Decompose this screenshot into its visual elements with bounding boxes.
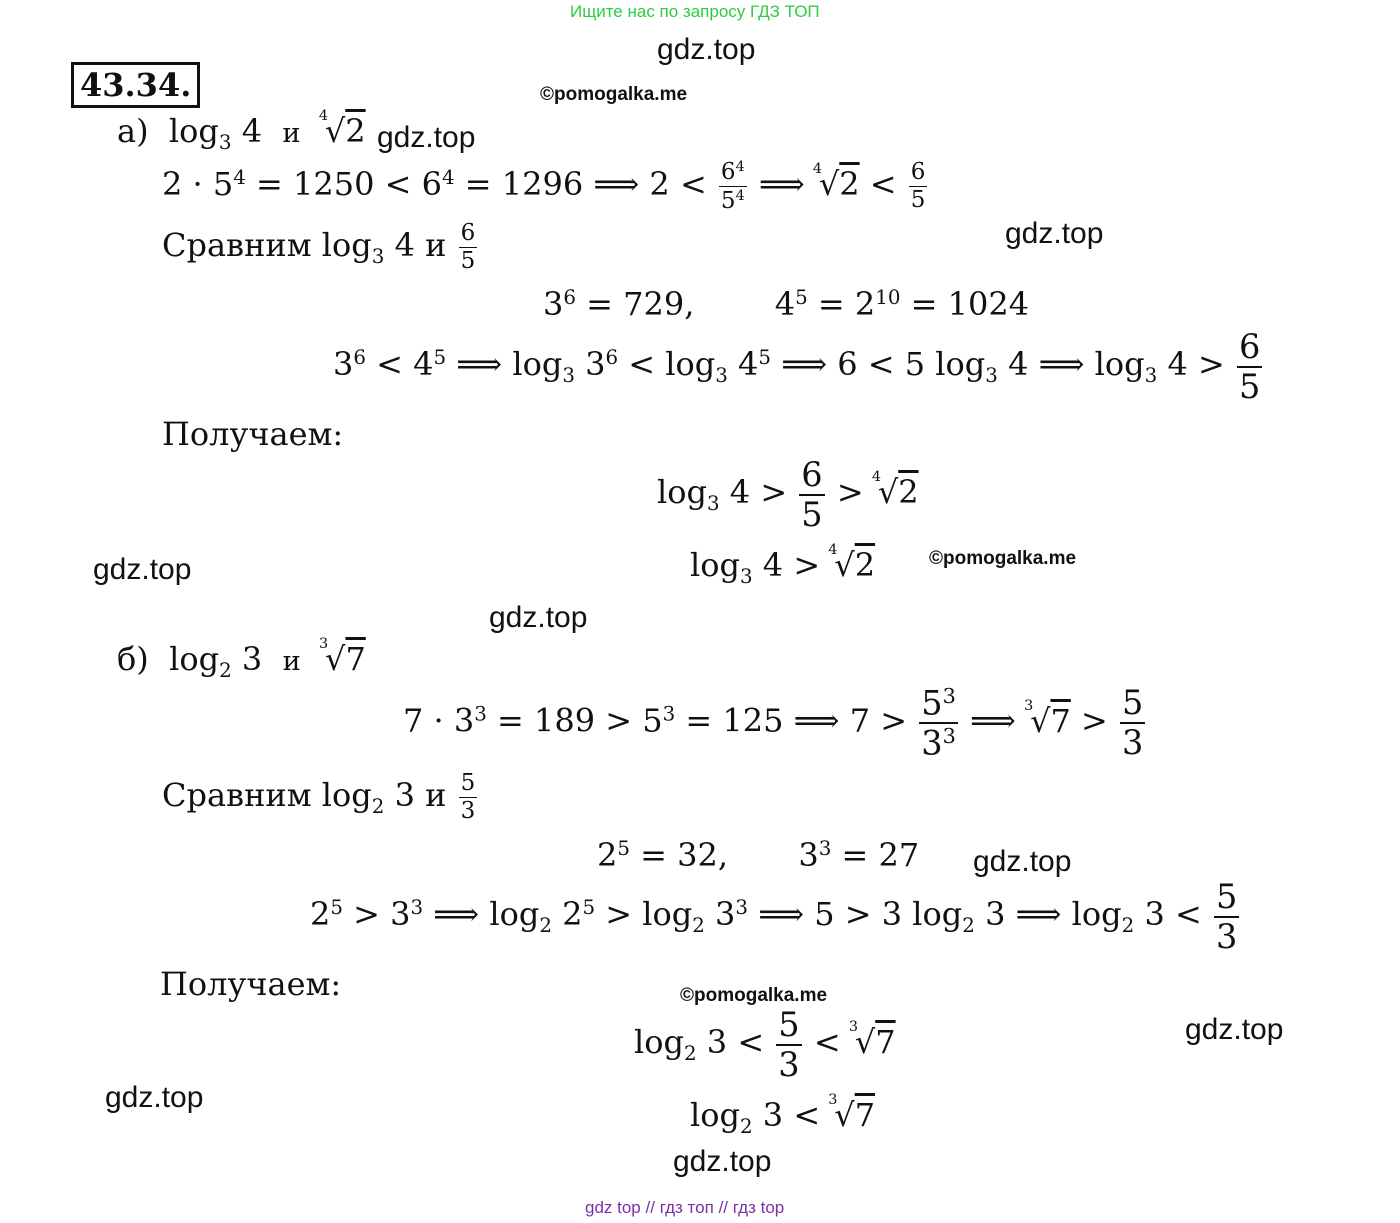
part-a-powers: $3^6 = 729$, $4^5 = 2^{10} = 1024$: [543, 285, 1030, 323]
part-b-compare: Сравним $\log_2 3$ и $\frac{5}{3}$: [162, 770, 476, 825]
watermark-gdz: gdz.top: [673, 1145, 772, 1178]
watermark-gdz: gdz.top: [1185, 1013, 1284, 1046]
part-b-line1: $7 \cdot 3^3 = 189 > 5^3 = 125$ ⟹ 7 > $\frac{5^3}{3^3}$ ⟹ 3 √7 > $\frac{5}{3}$: [403, 683, 1144, 763]
problem-number: 43.34.: [71, 62, 200, 108]
watermark-gdz: gdz.top: [377, 121, 476, 154]
part-a-compare: Сравним $\log_3 4$ и $\frac{6}{5}$: [162, 220, 476, 275]
watermark-pomogalka: ©pomogalka.me: [929, 548, 1077, 569]
part-a-label: а): [117, 112, 149, 150]
watermark-gdz: gdz.top: [105, 1081, 204, 1114]
footer: gdz top // гдз топ // гдз top: [585, 1198, 785, 1217]
footer-link-gdz-top-ru[interactable]: гдз топ: [659, 1198, 714, 1217]
watermark-gdz: gdz.top: [973, 845, 1072, 878]
part-b-result-word: Получаем:: [160, 965, 342, 1003]
part-b-result2: $\log_2 3$ < 3 √7: [690, 1092, 876, 1138]
part-b-chain: $2^5 > 3^3$ ⟹ $\log_2 2^5 > \log_2 3^3$ ⟹ 5 > 3 $\log_2 3$ ⟹ $\log_2 3$ < $\frac{5}{3}$: [310, 877, 1238, 956]
part-b-result1: $\log_2 3$ < $\frac{5}{3}$ < 3 √7: [634, 1005, 896, 1084]
watermark-gdz: gdz.top: [1005, 217, 1104, 250]
watermark-gdz: gdz.top: [657, 33, 756, 66]
part-a-line1: $2 \cdot 5^4 = 1250 < 6^4 = 1296$ ⟹ 2 < $\frac{6^4}{5^4}$ ⟹ 4 √2 < $\frac{6}{5}$: [162, 158, 926, 214]
watermark-gdz: gdz.top: [489, 601, 588, 634]
footer-link-gdz-top[interactable]: gdz top: [585, 1198, 641, 1217]
watermark-pomogalka: ©pomogalka.me: [680, 985, 828, 1006]
top-banner: Ищите нас по запросу ГДЗ ТОП: [570, 2, 820, 21]
part-a-task: а) $\log_3 4$ и 4 √2: [117, 108, 366, 154]
part-a-chain: $3^6 < 4^5$ ⟹ $\log_3 3^6 < \log_3 4^5$ ⟹ 6 < 5 $\log_3 4$ ⟹ $\log_3 4$ > $\frac{6}{5}$: [333, 327, 1261, 406]
part-a-result1: $\log_3 4$ > $\frac{6}{5}$ > 4 √2: [657, 455, 919, 534]
part-b-task: б) $\log_2 3$ и 3 √7: [117, 636, 366, 682]
part-b-label: б): [117, 640, 149, 678]
part-a-result2: $\log_3 4$ > 4 √2: [690, 542, 876, 588]
part-a-result-word: Получаем:: [162, 415, 344, 453]
footer-link-gdz-top-mix[interactable]: гдз top: [732, 1198, 785, 1217]
watermark-pomogalka: ©pomogalka.me: [540, 84, 688, 105]
watermark-gdz: gdz.top: [93, 553, 192, 586]
part-b-powers: $2^5 = 32$, $3^3 = 27$: [597, 836, 920, 874]
